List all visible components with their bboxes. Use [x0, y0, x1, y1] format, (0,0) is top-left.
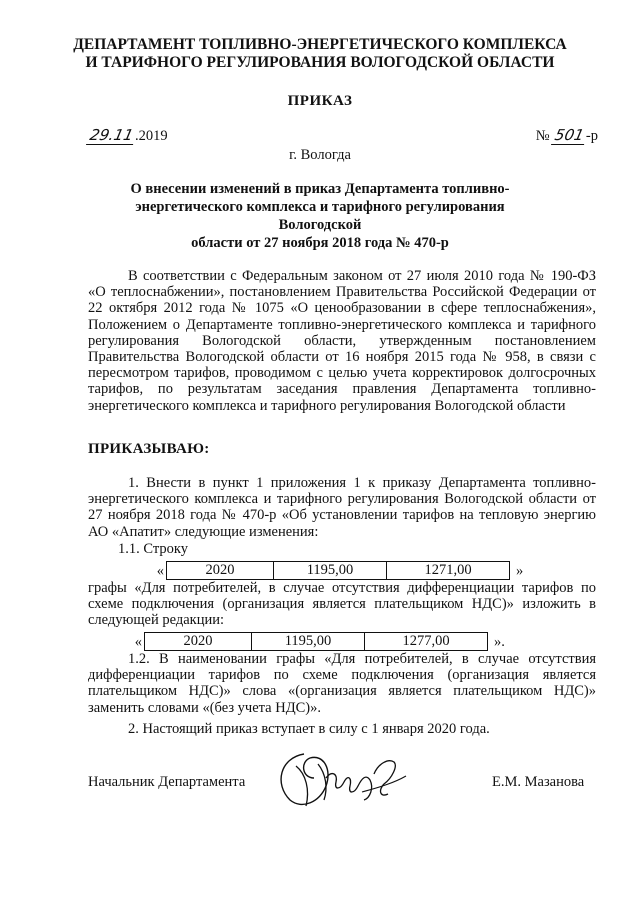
item-1-paragraph: 1. Внести в пункт 1 приложения 1 к приказу Департамента топливно-энергетического комплекса и тарифного регулирования Вологодской области от 27 ноября 2018 года № 470-р «Об установлении тарифов на тепловую энергию АО «Апатит» следующие изменения: [88, 475, 596, 540]
cell-value-1: 1195,00 [273, 562, 386, 579]
tariff-row-new [124, 632, 505, 651]
row-open-quote: « [156, 563, 164, 579]
department-line-2: И ТАРИФНОГО РЕГУЛИРОВАНИЯ ВОЛОГОДСКОЙ ОБЛАСТИ [85, 54, 555, 71]
cell-year: 2020 [183, 633, 213, 649]
department-header [40, 36, 600, 72]
subject-line-3: области от 27 ноября 2018 года № 470-р [191, 235, 449, 251]
cell-value-1: 1195,00 [251, 633, 364, 650]
department-line-1: ДЕПАРТАМЕНТ ТОПЛИВНО-ЭНЕРГЕТИЧЕСКОГО КОМПЛЕКСА [73, 36, 567, 53]
signatory-position: Начальник Департамента [88, 774, 246, 790]
item-1-2-paragraph: 1.2. В наименовании графы «Для потребителей, в случае отсутствия дифференциации тарифов по схеме подключения (организация является плательщиком НДС)» слова «(организация является плательщиком НДС)» заменить словами «(без учета НДС)». [88, 651, 596, 716]
cell-value-2: 1277,00 [364, 633, 487, 650]
order-subject [100, 180, 540, 252]
item-2-paragraph: 2. Настоящий приказ вступает в силу с 1 января 2020 года. [128, 721, 490, 737]
signatory-name: Е.М. Мазанова [492, 774, 585, 790]
number-prefix: № [535, 128, 550, 144]
document-type: ПРИКАЗ [287, 93, 353, 109]
cell-value-2: 1271,00 [386, 562, 509, 579]
number-suffix: -р [585, 128, 598, 144]
tariff-row-old [146, 561, 523, 580]
handwritten-signature [266, 744, 416, 814]
row-open-quote: « [134, 634, 142, 650]
subject-line-1: О внесении изменений в приказ Департамента топливно- [130, 181, 510, 197]
orders-word: ПРИКАЗЫВАЮ: [88, 441, 210, 457]
tariff-cells [166, 561, 510, 580]
cell-year: 2020 [205, 562, 235, 578]
number-handwritten: 501 [551, 126, 588, 145]
row-close-quote: » [516, 563, 524, 579]
order-number [536, 126, 598, 145]
row-close-quote: ». [494, 634, 505, 650]
date-year: .2019 [134, 128, 168, 144]
order-date [88, 126, 168, 145]
item-1-1-label: 1.1. Строку [118, 541, 188, 557]
subject-line-2: энергетического комплекса и тарифного регулирования Вологодской [135, 199, 505, 233]
preamble-paragraph: В соответствии с Федеральным законом от 27 июля 2010 года № 190-ФЗ «О теплоснабжении», постановлением Правительства Российской Федерации от 22 октября 2012 года № 1075 «О ценообразовании в сфере теплоснабжения», Положением о Департаменте топливно-энергетического комплекса и тарифного регулирования Вологодской области, утвержденным постановлением Правительства Вологодской области от 16 ноября 2015 года № 958, в связи с пересмотром тарифов, проводимом с целью учета корректировок долгосрочных тарифов, по результатам заседания правления Департамента топливно-энергетического комплекса и тарифного регулирования Вологодской области [88, 268, 596, 414]
tariff-cells [144, 632, 488, 651]
graph-paragraph: графы «Для потребителей, в случае отсутствия дифференциации тарифов по схеме подключения (организация является плательщиком НДС)» изложить в следующей редакции: [88, 580, 596, 629]
date-handwritten: 29.11 [86, 126, 137, 145]
city: г. Вологда [289, 147, 351, 163]
